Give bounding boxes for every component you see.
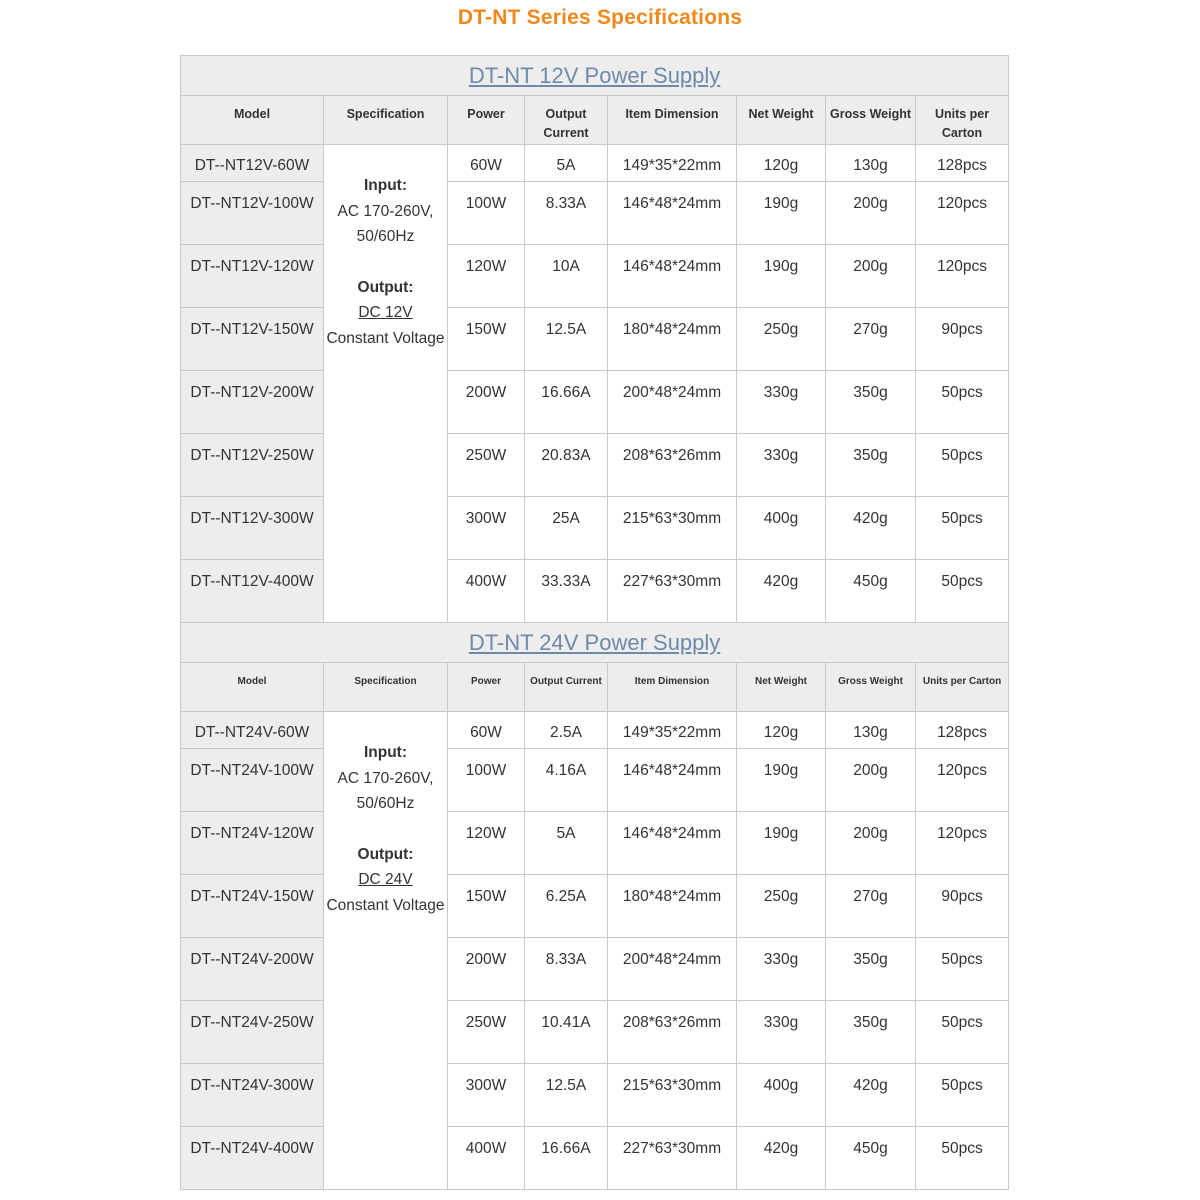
dimension-cell: 227*63*30mm <box>608 1127 737 1190</box>
units-per-carton-header: Units per Carton <box>916 663 1009 712</box>
net-weight-header: Net Weight <box>737 663 826 712</box>
output-current-cell: 2.5A <box>525 712 608 749</box>
power-cell: 300W <box>448 1064 525 1127</box>
power-cell: 250W <box>448 434 525 497</box>
power-cell: 150W <box>448 875 525 938</box>
gross-weight-cell: 420g <box>826 1064 916 1127</box>
net-weight-cell: 120g <box>737 145 826 182</box>
output-current-cell: 10A <box>525 245 608 308</box>
net-weight-cell: 190g <box>737 749 826 812</box>
output-current-cell: 10.41A <box>525 1001 608 1064</box>
units-cell: 50pcs <box>916 1001 1009 1064</box>
net-weight-cell: 400g <box>737 497 826 560</box>
model-cell: DT--NT24V-400W <box>181 1127 324 1190</box>
units-cell: 90pcs <box>916 308 1009 371</box>
section-title: DT-NT 24V Power Supply <box>181 623 1009 663</box>
net-weight-cell: 190g <box>737 182 826 245</box>
model-cell: DT--NT24V-100W <box>181 749 324 812</box>
net-weight-cell: 330g <box>737 434 826 497</box>
output-label: Output: <box>357 278 414 296</box>
input-value: AC 170-260V, 50/60Hz <box>337 769 434 812</box>
section-title-row <box>181 56 1009 96</box>
dimension-cell: 146*48*24mm <box>608 245 737 308</box>
units-cell: 50pcs <box>916 938 1009 1001</box>
output-current-cell: 20.83A <box>525 434 608 497</box>
table-body <box>181 623 1009 1190</box>
output-current-cell: 12.5A <box>525 308 608 371</box>
power-cell: 120W <box>448 812 525 875</box>
table-body <box>181 56 1009 623</box>
gross-weight-cell: 420g <box>826 497 916 560</box>
table-row <box>181 308 1009 371</box>
dimension-cell: 146*48*24mm <box>608 812 737 875</box>
output-current-cell: 16.66A <box>525 1127 608 1190</box>
table-row <box>181 875 1009 938</box>
model-cell: DT--NT12V-250W <box>181 434 324 497</box>
table-row <box>181 371 1009 434</box>
units-cell: 50pcs <box>916 371 1009 434</box>
power-cell: 250W <box>448 1001 525 1064</box>
dimension-cell: 208*63*26mm <box>608 434 737 497</box>
units-per-carton-header: Units per Carton <box>916 96 1009 145</box>
model-cell: DT--NT24V-250W <box>181 1001 324 1064</box>
dimension-cell: 180*48*24mm <box>608 875 737 938</box>
dimension-cell: 215*63*30mm <box>608 497 737 560</box>
model-cell: DT--NT12V-400W <box>181 560 324 623</box>
table-row <box>181 812 1009 875</box>
power-cell: 300W <box>448 497 525 560</box>
dimension-cell: 200*48*24mm <box>608 938 737 1001</box>
table-row <box>181 712 1009 749</box>
gross-weight-cell: 350g <box>826 434 916 497</box>
output-current-cell: 5A <box>525 145 608 182</box>
output-value: DC 12V <box>358 304 413 321</box>
page-title: DT-NT Series Specifications <box>457 6 743 29</box>
units-cell: 120pcs <box>916 812 1009 875</box>
units-cell: 128pcs <box>916 145 1009 182</box>
output-current-header: Output Current <box>525 663 608 712</box>
units-cell: 50pcs <box>916 434 1009 497</box>
units-cell: 50pcs <box>916 1127 1009 1190</box>
dimension-cell: 180*48*24mm <box>608 308 737 371</box>
power-cell: 60W <box>448 145 525 182</box>
net-weight-cell: 190g <box>737 812 826 875</box>
gross-weight-cell: 130g <box>826 712 916 749</box>
power-header: Power <box>448 663 525 712</box>
power-cell: 100W <box>448 182 525 245</box>
model-cell: DT--NT24V-150W <box>181 875 324 938</box>
dimension-cell: 149*35*22mm <box>608 145 737 182</box>
net-weight-cell: 190g <box>737 245 826 308</box>
gross-weight-cell: 200g <box>826 812 916 875</box>
output-current-cell: 5A <box>525 812 608 875</box>
power-cell: 120W <box>448 245 525 308</box>
output-current-cell: 16.66A <box>525 371 608 434</box>
output-current-cell: 6.25A <box>525 875 608 938</box>
net-weight-cell: 120g <box>737 712 826 749</box>
model-cell: DT--NT12V-100W <box>181 182 324 245</box>
model-cell: DT--NT24V-200W <box>181 938 324 1001</box>
net-weight-cell: 420g <box>737 1127 826 1190</box>
power-cell: 200W <box>448 371 525 434</box>
model-header: Model <box>181 96 324 145</box>
gross-weight-cell: 130g <box>826 145 916 182</box>
output-current-cell: 8.33A <box>525 182 608 245</box>
net-weight-cell: 330g <box>737 938 826 1001</box>
table-row <box>181 1064 1009 1127</box>
net-weight-cell: 420g <box>737 560 826 623</box>
power-cell: 100W <box>448 749 525 812</box>
input-label: Input: <box>363 177 408 194</box>
net-weight-cell: 400g <box>737 1064 826 1127</box>
power-cell: 150W <box>448 308 525 371</box>
power-header: Power <box>448 96 525 145</box>
table-row <box>181 749 1009 812</box>
dimension-cell: 146*48*24mm <box>608 749 737 812</box>
net-weight-cell: 250g <box>737 875 826 938</box>
dimension-cell: 227*63*30mm <box>608 560 737 623</box>
table-row <box>181 145 1009 182</box>
model-cell: DT--NT12V-200W <box>181 371 324 434</box>
units-cell: 120pcs <box>916 245 1009 308</box>
gross-weight-cell: 450g <box>826 1127 916 1190</box>
gross-weight-cell: 350g <box>826 938 916 1001</box>
input-value: AC 170-260V, 50/60Hz <box>337 202 434 245</box>
units-cell: 128pcs <box>916 712 1009 749</box>
output-current-cell: 12.5A <box>525 1064 608 1127</box>
power-cell: 400W <box>448 1127 525 1190</box>
header-row <box>181 96 1009 145</box>
table-row <box>181 182 1009 245</box>
model-header: Model <box>181 663 324 712</box>
model-cell: DT--NT24V-120W <box>181 812 324 875</box>
gross-weight-header: Gross Weight <box>826 96 916 145</box>
output-description: Constant Voltage <box>326 329 445 347</box>
dimension-cell: 208*63*26mm <box>608 1001 737 1064</box>
power-cell: 400W <box>448 560 525 623</box>
dimension-cell: 215*63*30mm <box>608 1064 737 1127</box>
section-title: DT-NT 12V Power Supply <box>181 56 1009 96</box>
specification-header: Specification <box>324 96 448 145</box>
output-current-cell: 4.16A <box>525 749 608 812</box>
gross-weight-cell: 350g <box>826 371 916 434</box>
specification-header: Specification <box>324 663 448 712</box>
table-row <box>181 1001 1009 1064</box>
output-description: Constant Voltage <box>326 896 445 914</box>
model-cell: DT--NT12V-300W <box>181 497 324 560</box>
units-cell: 120pcs <box>916 182 1009 245</box>
spec-table-24v <box>180 622 1009 1190</box>
net-weight-cell: 250g <box>737 308 826 371</box>
output-label: Output: <box>357 845 414 863</box>
units-cell: 120pcs <box>916 749 1009 812</box>
model-cell: DT--NT24V-60W <box>181 712 324 749</box>
gross-weight-cell: 200g <box>826 182 916 245</box>
units-cell: 50pcs <box>916 560 1009 623</box>
net-weight-cell: 330g <box>737 371 826 434</box>
specification-cell <box>324 145 448 623</box>
table-row <box>181 1127 1009 1190</box>
power-cell: 200W <box>448 938 525 1001</box>
section-title-row <box>181 623 1009 663</box>
model-cell: DT--NT12V-150W <box>181 308 324 371</box>
table-row <box>181 434 1009 497</box>
units-cell: 50pcs <box>916 497 1009 560</box>
output-current-header: Output Current <box>525 96 608 145</box>
dimension-cell: 149*35*22mm <box>608 712 737 749</box>
gross-weight-cell: 450g <box>826 560 916 623</box>
model-cell: DT--NT24V-300W <box>181 1064 324 1127</box>
output-value: DC 24V <box>358 871 413 888</box>
dimension-cell: 200*48*24mm <box>608 371 737 434</box>
power-cell: 60W <box>448 712 525 749</box>
gross-weight-cell: 200g <box>826 749 916 812</box>
output-current-cell: 25A <box>525 497 608 560</box>
units-cell: 50pcs <box>916 1064 1009 1127</box>
specification-cell <box>324 712 448 1190</box>
item-dimension-header: Item Dimension <box>608 96 737 145</box>
table-row <box>181 560 1009 623</box>
table-row <box>181 497 1009 560</box>
net-weight-header: Net Weight <box>737 96 826 145</box>
item-dimension-header: Item Dimension <box>608 663 737 712</box>
dimension-cell: 146*48*24mm <box>608 182 737 245</box>
output-current-cell: 8.33A <box>525 938 608 1001</box>
output-current-cell: 33.33A <box>525 560 608 623</box>
gross-weight-cell: 350g <box>826 1001 916 1064</box>
gross-weight-cell: 270g <box>826 875 916 938</box>
model-cell: DT--NT12V-120W <box>181 245 324 308</box>
table-row <box>181 245 1009 308</box>
spec-table-12v <box>180 55 1009 623</box>
input-label: Input: <box>363 744 408 761</box>
gross-weight-header: Gross Weight <box>826 663 916 712</box>
gross-weight-cell: 270g <box>826 308 916 371</box>
model-cell: DT--NT12V-60W <box>181 145 324 182</box>
table-row <box>181 938 1009 1001</box>
net-weight-cell: 330g <box>737 1001 826 1064</box>
units-cell: 90pcs <box>916 875 1009 938</box>
header-row <box>181 663 1009 712</box>
gross-weight-cell: 200g <box>826 245 916 308</box>
